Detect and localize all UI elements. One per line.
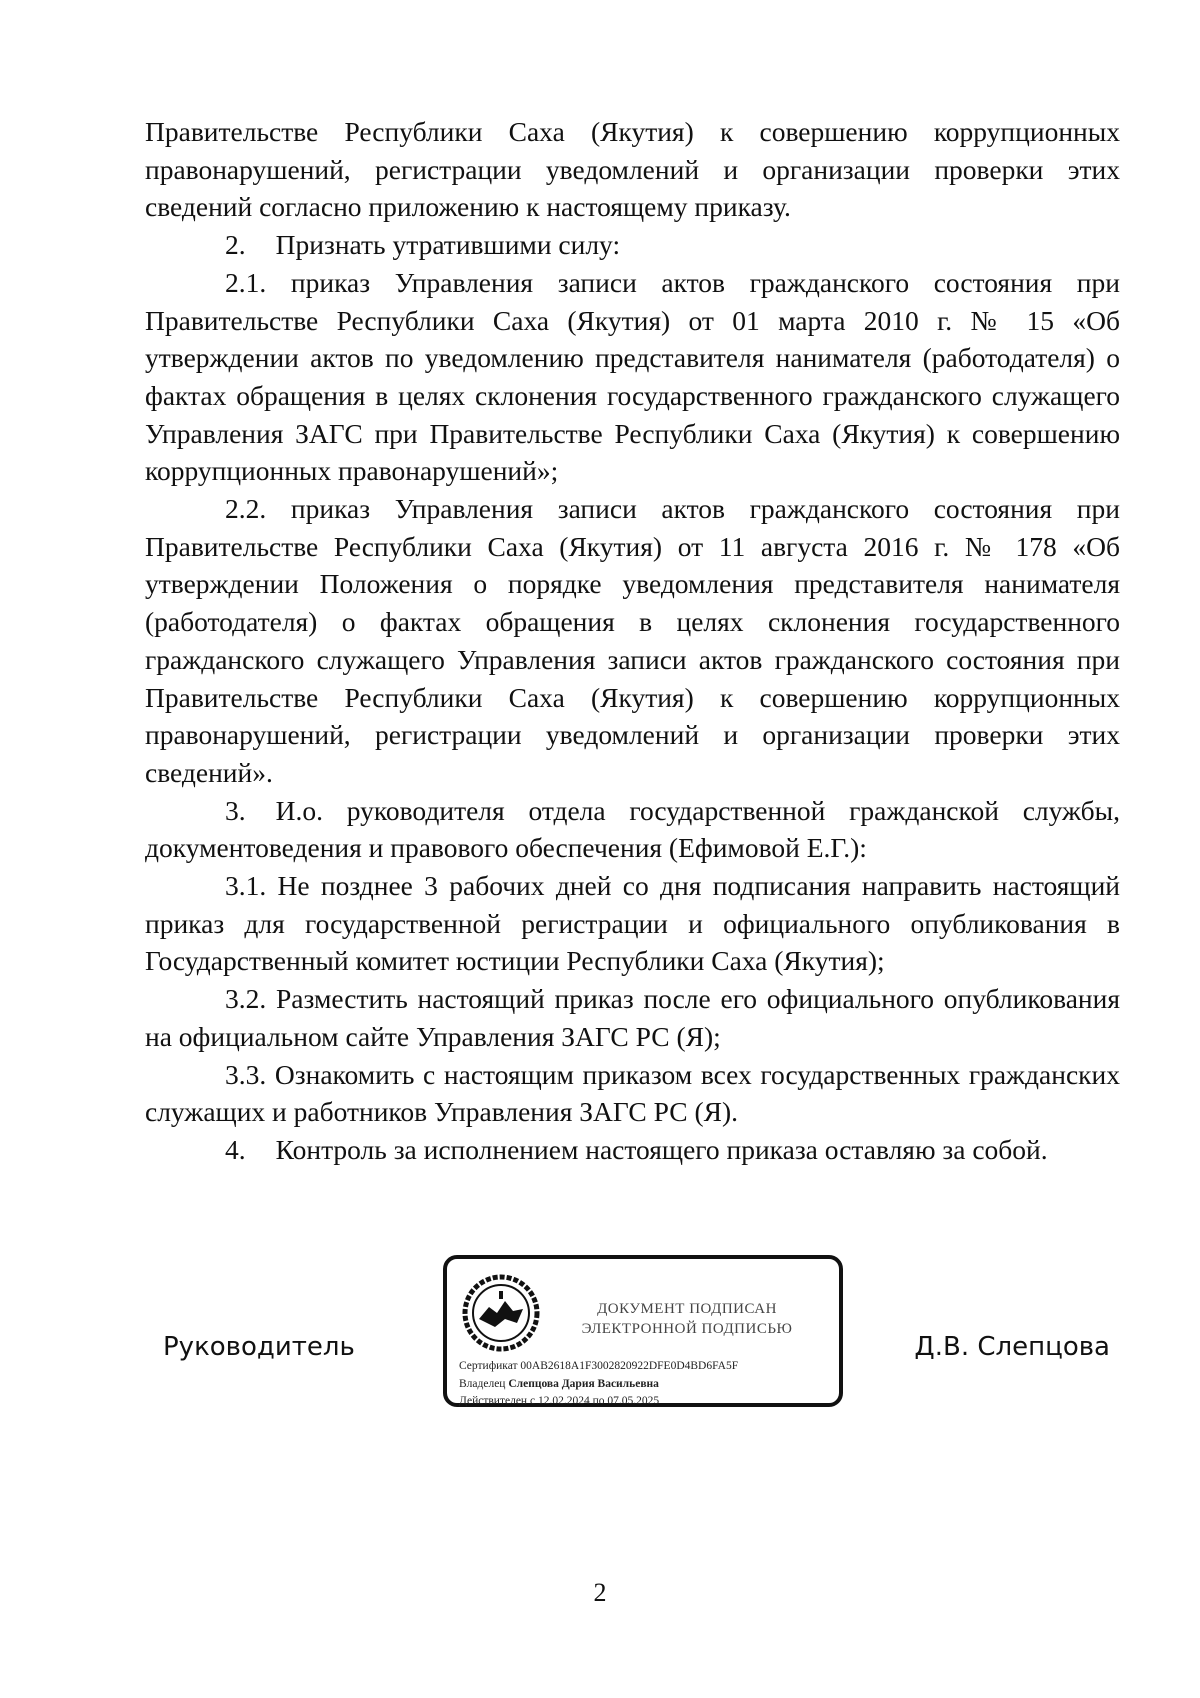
signatory-position: Руководитель (163, 1332, 355, 1362)
stamp-title: ДОКУМЕНТ ПОДПИСАН ЭЛЕКТРОННОЙ ПОДПИСЬЮ (581, 1301, 793, 1337)
page-number: 2 (593, 1578, 607, 1607)
electronic-signature-stamp (443, 1255, 843, 1407)
stamp-owner: Владелец Слепцова Дария Васильевна (459, 1378, 659, 1390)
paragraph-4 (145, 1131, 1120, 1169)
item-number: 3. (225, 794, 246, 826)
document-body (145, 113, 1120, 1169)
stamp-certificate: Сертификат 00AB2618A1F3002820922DFE0D4BD6FA5F (459, 1360, 739, 1372)
paragraph-2-1: 2.1. приказ Управления записи актов гражданского состояния при Правительстве Республики Саха (Якутия) от 01 марта 2010 г. № 15 «Об утверждении актов по уведомлению представителя нанимателя (работодателя) о фактах обращения в целях склонения государственного гражданского служащего Управления ЗАГС при Правительстве Республики Саха (Якутия) к совершению коррупционных правонарушений»; (145, 266, 1120, 487)
paragraph-2 (145, 226, 1120, 264)
stamp-validity: Действителен с 12.02.2024 по 07.05.2025 (459, 1395, 660, 1407)
paragraph-3-3: 3.3. Ознакомить с настоящим приказом всех государственных гражданских служащих и работников Управления ЗАГС РС (Я). (145, 1058, 1120, 1128)
paragraph-3 (145, 792, 1120, 867)
item-text: Контроль за исполнением настоящего приказа оставляю за собой. (275, 1133, 1048, 1165)
item-text: Признать утратившими силу: (275, 229, 621, 261)
item-number: 2. (225, 229, 246, 261)
signatory-name: Д.В. Слепцова (914, 1332, 1110, 1362)
paragraph-2-2: 2.2. приказ Управления записи актов гражданского состояния при Правительстве Республики Саха (Якутия) от 11 августа 2016 г. № 178 «Об утверждении Положения о порядке уведомления представителя нанимателя (работодателя) о фактах обращения в целях склонения государственного гражданского служащего Управления записи актов гражданского состояния при Правительстве Республики Саха (Якутия) к совершению коррупционных правонарушений, регистрации уведомлений и организации проверки этих сведений». (145, 493, 1120, 788)
paragraph-3-2: 3.2. Разместить настоящий приказ после его официального опубликования на официальном сайте Управления ЗАГС РС (Я); (145, 983, 1120, 1052)
paragraph-3-1: 3.1. Не позднее 3 рабочих дней со дня подписания направить настоящий приказ для государственной регистрации и официального опубликования в Государственный комитет юстиции Республики Саха (Якутия); (145, 870, 1120, 977)
paragraph-1-continuation: Правительстве Республики Саха (Якутия) к совершению коррупционных правонарушений, регистрации уведомлений и организации проверки этих сведений согласно приложению к настоящему приказу. (145, 116, 1120, 223)
item-number: 4. (225, 1133, 246, 1165)
item-text: И.о. руководителя отдела государственной гражданской службы, документоведения и правового обеспечения (Ефимовой Е.Г.): (145, 794, 1120, 864)
coat-of-arms-icon (461, 1273, 541, 1353)
